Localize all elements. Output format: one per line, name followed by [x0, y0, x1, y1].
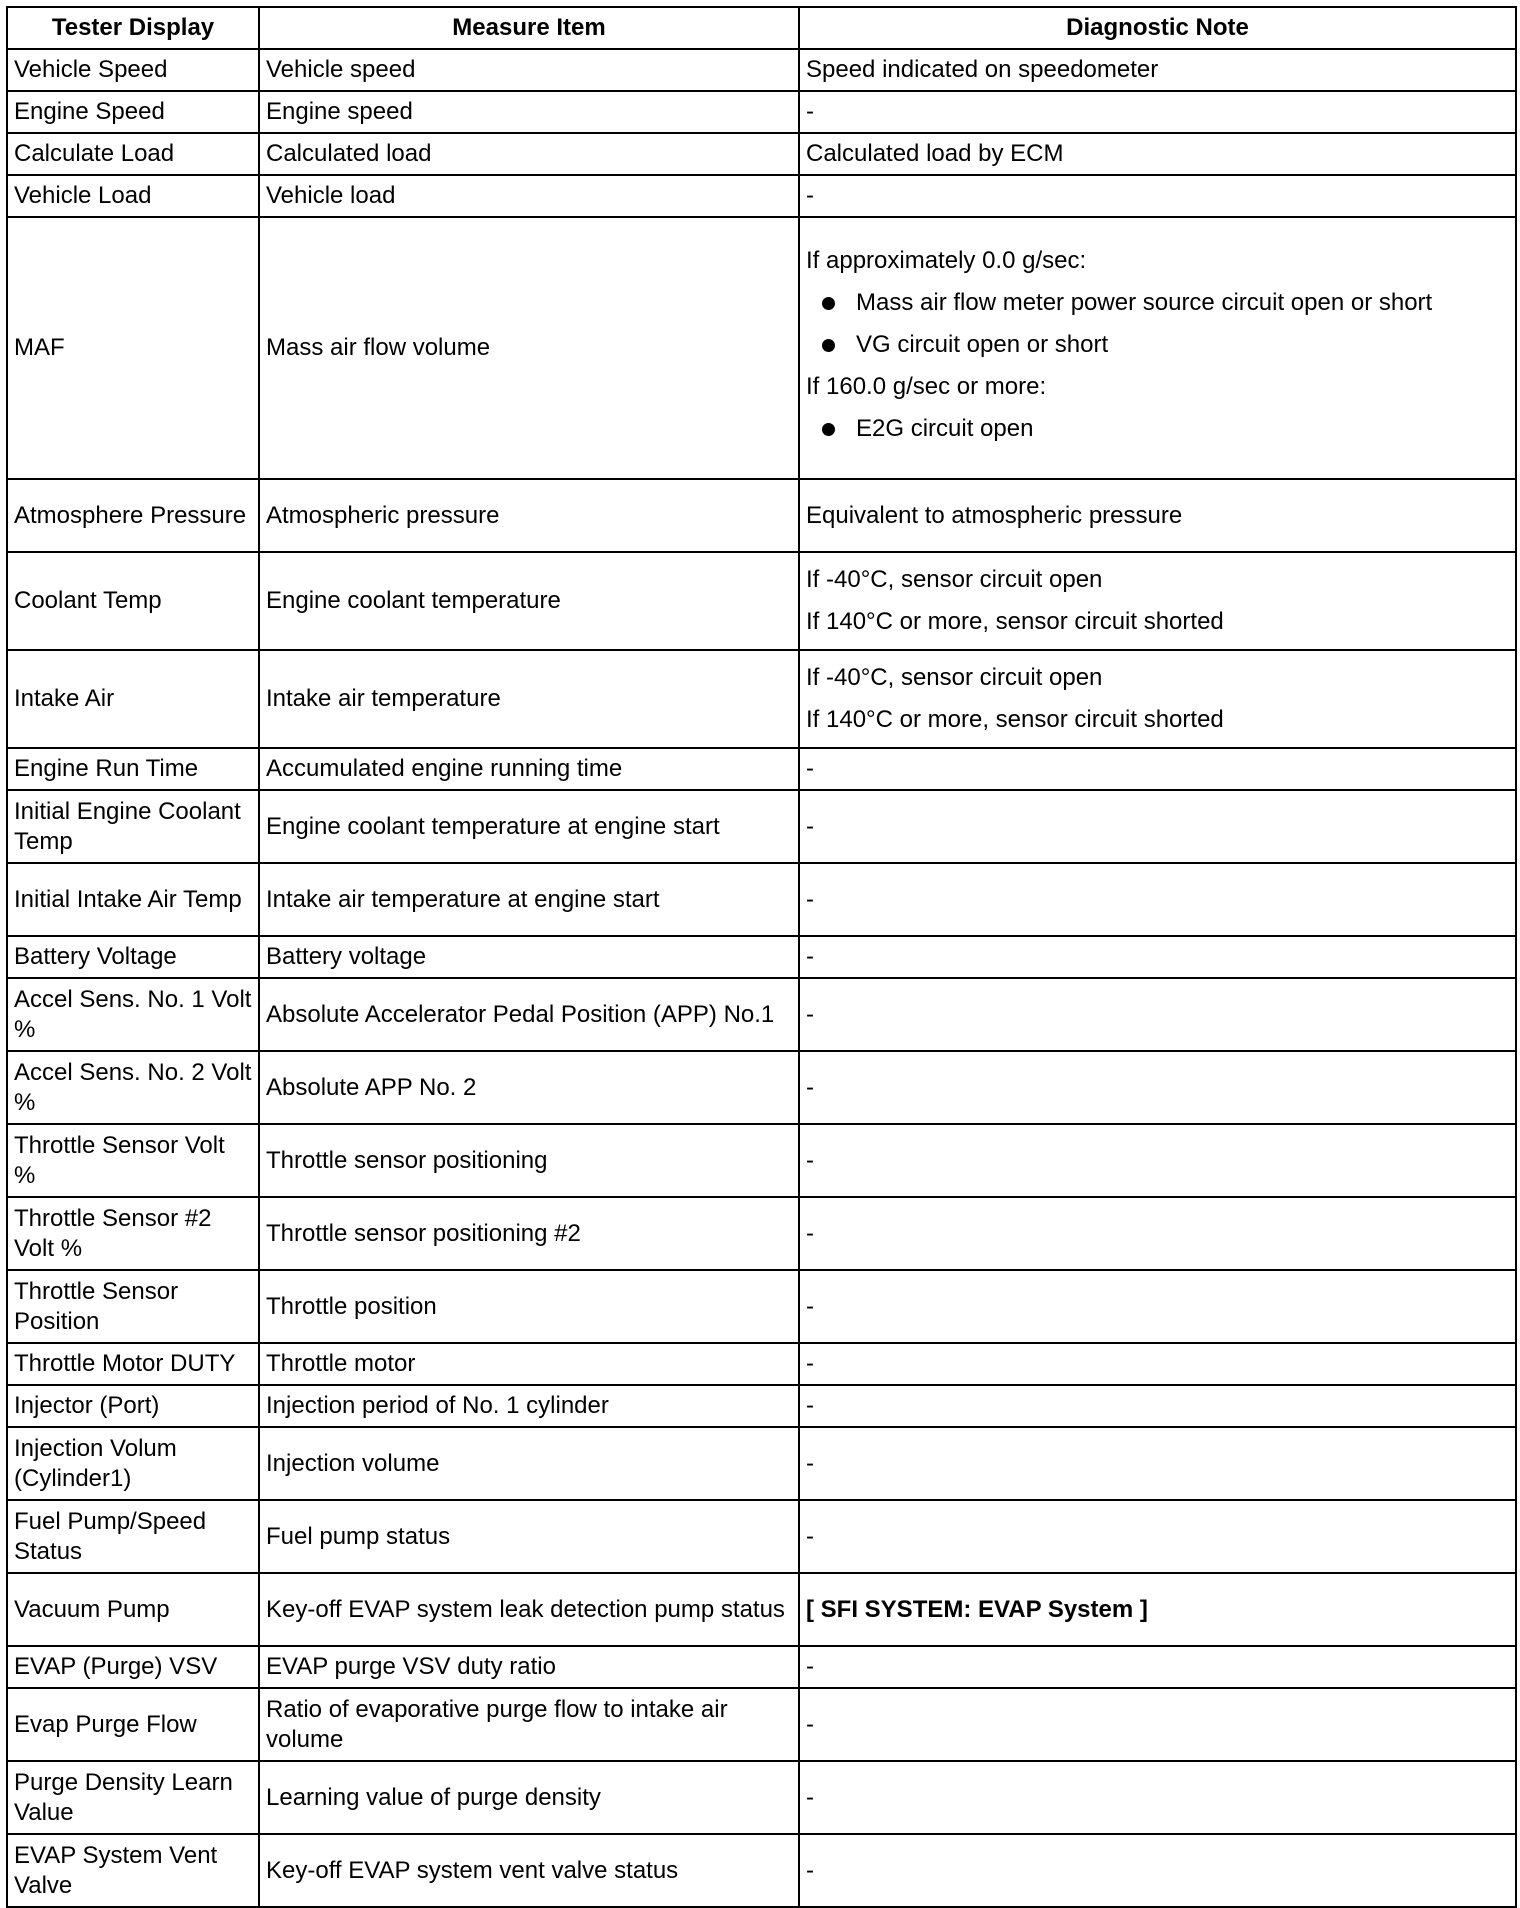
table-body — [7, 49, 1516, 1907]
measure-item-cell: Vehicle speed — [259, 49, 799, 91]
tester-display-cell: Initial Engine Coolant Temp — [7, 790, 259, 863]
table-row — [7, 650, 1516, 748]
table-row — [7, 479, 1516, 552]
diagnostic-note-cell: - — [799, 1385, 1516, 1427]
measure-item-cell: Injection volume — [259, 1427, 799, 1500]
table-row — [7, 1834, 1516, 1907]
measure-item-cell: Absolute APP No. 2 — [259, 1051, 799, 1124]
diagnostic-note-cell: - — [799, 790, 1516, 863]
tester-display-cell: Calculate Load — [7, 133, 259, 175]
tester-display-cell: Evap Purge Flow — [7, 1688, 259, 1761]
measure-item-cell: Throttle sensor positioning — [259, 1124, 799, 1197]
table-row — [7, 790, 1516, 863]
tester-display-cell: Atmosphere Pressure — [7, 479, 259, 552]
table-row — [7, 978, 1516, 1051]
measure-item-cell: Mass air flow volume — [259, 217, 799, 479]
table-row — [7, 133, 1516, 175]
measure-item-cell: Intake air temperature at engine start — [259, 863, 799, 936]
diagnostic-note-cell — [799, 552, 1516, 650]
diagnostic-note-cell: - — [799, 1270, 1516, 1343]
measure-item-cell: Intake air temperature — [259, 650, 799, 748]
table-row — [7, 1124, 1516, 1197]
measure-item-cell: Engine coolant temperature — [259, 552, 799, 650]
tester-display-cell: Engine Speed — [7, 91, 259, 133]
diagnostic-note-cell: - — [799, 175, 1516, 217]
table-row — [7, 217, 1516, 479]
table-row — [7, 748, 1516, 790]
measure-item-cell: Vehicle load — [259, 175, 799, 217]
table-row — [7, 1270, 1516, 1343]
table-row — [7, 863, 1516, 936]
tester-display-cell: Initial Intake Air Temp — [7, 863, 259, 936]
diagnostic-note-cell: - — [799, 748, 1516, 790]
note-bullet-text: Mass air flow meter power source circuit open or short — [856, 289, 1433, 316]
diagnostic-note-cell: - — [799, 91, 1516, 133]
tester-display-cell: Purge Density Learn Value — [7, 1761, 259, 1834]
note-line: If approximately 0.0 g/sec: — [806, 247, 1087, 274]
tester-display-cell: EVAP System Vent Valve — [7, 1834, 259, 1907]
measure-item-cell: Battery voltage — [259, 936, 799, 978]
tester-display-cell: Accel Sens. No. 2 Volt % — [7, 1051, 259, 1124]
measure-item-cell: Calculated load — [259, 133, 799, 175]
diagnostic-note-cell: - — [799, 1834, 1516, 1907]
tester-display-cell: Throttle Sensor Position — [7, 1270, 259, 1343]
measure-item-cell: Engine speed — [259, 91, 799, 133]
diagnostic-note-cell: - — [799, 863, 1516, 936]
note-line: If -40°C, sensor circuit open — [806, 664, 1103, 691]
tester-display-cell: Injector (Port) — [7, 1385, 259, 1427]
measure-item-cell: Learning value of purge density — [259, 1761, 799, 1834]
table-row — [7, 1427, 1516, 1500]
tester-display-cell: Intake Air — [7, 650, 259, 748]
tester-display-cell: EVAP (Purge) VSV — [7, 1646, 259, 1688]
diagnostic-note-cell: - — [799, 1688, 1516, 1761]
measure-item-cell: Accumulated engine running time — [259, 748, 799, 790]
table-row — [7, 175, 1516, 217]
note-line: If -40°C, sensor circuit open — [806, 566, 1103, 593]
table-row — [7, 1500, 1516, 1573]
table-row — [7, 1197, 1516, 1270]
measure-item-cell: Fuel pump status — [259, 1500, 799, 1573]
table-row — [7, 1688, 1516, 1761]
diagnostic-note-cell: - — [799, 1124, 1516, 1197]
measure-item-cell: Throttle position — [259, 1270, 799, 1343]
diagnostic-note-cell: Equivalent to atmospheric pressure — [799, 479, 1516, 552]
header-tester-display: Tester Display — [7, 7, 259, 49]
table-row — [7, 91, 1516, 133]
tester-display-cell: Vacuum Pump — [7, 1573, 259, 1646]
note-line: If 140°C or more, sensor circuit shorted — [806, 608, 1224, 635]
table-row — [7, 552, 1516, 650]
table-row — [7, 49, 1516, 91]
diagnostic-note-cell — [799, 217, 1516, 479]
note-bullet-item — [822, 414, 1509, 444]
tester-display-cell: Vehicle Speed — [7, 49, 259, 91]
tester-display-cell: Engine Run Time — [7, 748, 259, 790]
table-row — [7, 1343, 1516, 1385]
table-row — [7, 1646, 1516, 1688]
diagnostic-note-cell: - — [799, 978, 1516, 1051]
tester-display-cell: Throttle Sensor #2 Volt % — [7, 1197, 259, 1270]
tester-display-cell: Fuel Pump/Speed Status — [7, 1500, 259, 1573]
header-measure-item: Measure Item — [259, 7, 799, 49]
diagnostic-note-cell: - — [799, 936, 1516, 978]
note-bullet-text: E2G circuit open — [856, 415, 1034, 442]
tester-display-cell: Battery Voltage — [7, 936, 259, 978]
diagnostic-note-cell — [799, 650, 1516, 748]
table-row — [7, 1051, 1516, 1124]
note-bullet-text: VG circuit open or short — [856, 331, 1109, 358]
diagnostic-note-cell: - — [799, 1343, 1516, 1385]
table-row — [7, 1385, 1516, 1427]
header-diagnostic-note: Diagnostic Note — [799, 7, 1516, 49]
diagnostic-note-cell: - — [799, 1197, 1516, 1270]
header-row — [7, 7, 1516, 49]
tester-display-cell: Coolant Temp — [7, 552, 259, 650]
measure-item-cell: Key-off EVAP system leak detection pump status — [259, 1573, 799, 1646]
tester-display-cell: Vehicle Load — [7, 175, 259, 217]
diagnostic-note-cell: - — [799, 1500, 1516, 1573]
table-row — [7, 1761, 1516, 1834]
diagnostic-note-cell: - — [799, 1761, 1516, 1834]
diagnostic-note-cell: - — [799, 1051, 1516, 1124]
bullet-icon — [822, 339, 835, 352]
measure-item-cell: Key-off EVAP system vent valve status — [259, 1834, 799, 1907]
measure-item-cell: Absolute Accelerator Pedal Position (APP) No.1 — [259, 978, 799, 1051]
note-line: If 160.0 g/sec or more: — [806, 373, 1047, 400]
tester-display-cell: MAF — [7, 217, 259, 479]
measure-item-cell: Throttle sensor positioning #2 — [259, 1197, 799, 1270]
note-bullet-item — [822, 330, 1509, 360]
diagnostic-note-cell: - — [799, 1427, 1516, 1500]
measure-item-cell: Atmospheric pressure — [259, 479, 799, 552]
table-row — [7, 936, 1516, 978]
tester-display-cell: Throttle Motor DUTY — [7, 1343, 259, 1385]
diagnostic-note-cell: - — [799, 1646, 1516, 1688]
measure-item-cell: EVAP purge VSV duty ratio — [259, 1646, 799, 1688]
measure-item-cell: Throttle motor — [259, 1343, 799, 1385]
tester-display-cell: Accel Sens. No. 1 Volt % — [7, 978, 259, 1051]
note-bullet-item — [822, 288, 1509, 318]
bullet-icon — [822, 297, 835, 310]
tester-display-cell: Injection Volum (Cylinder1) — [7, 1427, 259, 1500]
measure-item-cell: Ratio of evaporative purge flow to intake air volume — [259, 1688, 799, 1761]
diagnostic-note-cell: Calculated load by ECM — [799, 133, 1516, 175]
diagnostic-note-cell: [ SFI SYSTEM: EVAP System ] — [799, 1573, 1516, 1646]
table-row — [7, 1573, 1516, 1646]
tester-display-cell: Throttle Sensor Volt % — [7, 1124, 259, 1197]
diagnostic-note-cell: Speed indicated on speedometer — [799, 49, 1516, 91]
note-line: If 140°C or more, sensor circuit shorted — [806, 706, 1224, 733]
bullet-icon — [822, 423, 835, 436]
measure-item-cell: Engine coolant temperature at engine start — [259, 790, 799, 863]
measure-item-cell: Injection period of No. 1 cylinder — [259, 1385, 799, 1427]
data-list-table — [6, 6, 1517, 1908]
